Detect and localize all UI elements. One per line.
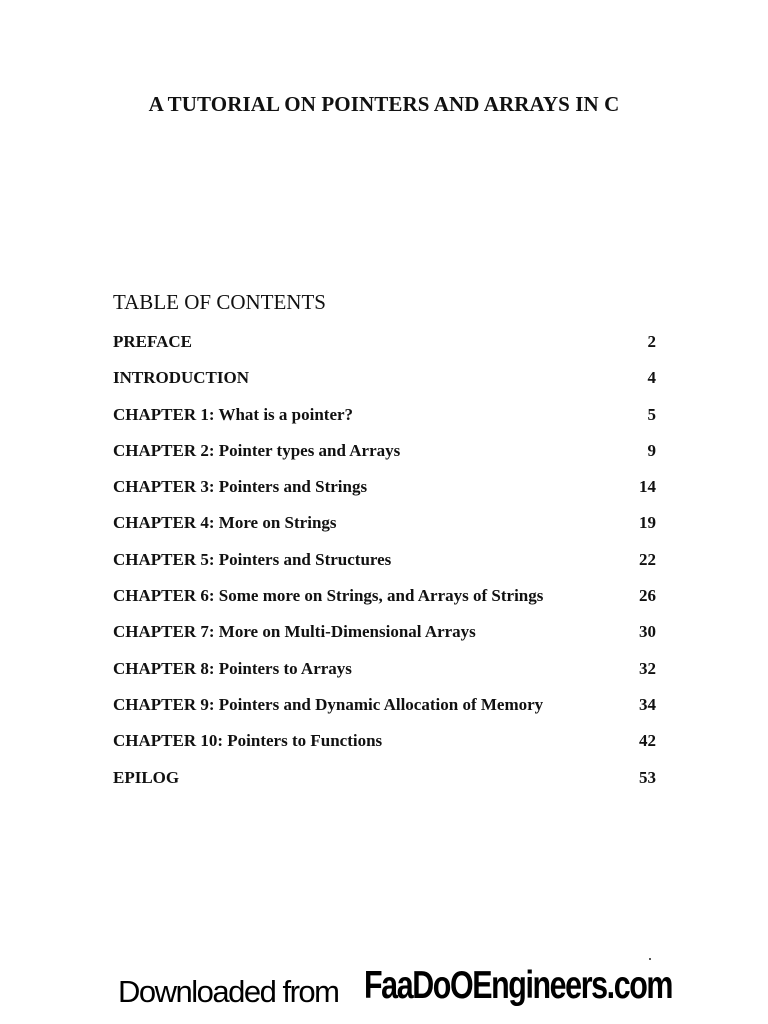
- watermark-brand: FaaDoOEngineers.com: [364, 964, 673, 1007]
- toc-entry-page: 42: [639, 731, 656, 751]
- toc-entry-epilog[interactable]: [113, 766, 656, 802]
- toc-entry-label: CHAPTER 6: Some more on Strings, and Arrays of Strings: [113, 586, 544, 606]
- toc-entry-chapter-10[interactable]: [113, 729, 656, 765]
- toc-entry-chapter-9[interactable]: [113, 693, 656, 729]
- document-title: A TUTORIAL ON POINTERS AND ARRAYS IN C: [148, 92, 620, 116]
- table-of-contents: [113, 330, 656, 802]
- toc-entry-label: CHAPTER 5: Pointers and Structures: [113, 549, 392, 569]
- toc-entry-label: CHAPTER 10: Pointers to Functions: [113, 731, 383, 751]
- toc-heading: TABLE OF CONTENTS: [113, 290, 326, 314]
- toc-entry-chapter-7[interactable]: [113, 620, 656, 656]
- toc-entry-chapter-8[interactable]: [113, 657, 656, 693]
- toc-entry-label: CHAPTER 8: Pointers to Arrays: [113, 658, 352, 678]
- watermark-prefix: Downloaded from: [118, 974, 339, 1009]
- toc-entry-page: 2: [647, 332, 656, 351]
- toc-entry-label: INTRODUCTION: [113, 368, 250, 388]
- toc-entry-label: CHAPTER 2: Pointer types and Arrays: [113, 440, 401, 460]
- toc-entry-chapter-2[interactable]: [113, 439, 656, 475]
- toc-entry-preface[interactable]: [113, 330, 656, 366]
- toc-entry-page: 32: [639, 658, 656, 678]
- toc-entry-page: 22: [639, 549, 656, 569]
- toc-entry-page: 53: [639, 767, 656, 787]
- toc-entry-chapter-3[interactable]: [113, 475, 656, 511]
- toc-entry-page: 4: [647, 368, 656, 388]
- toc-entry-page: 14: [639, 477, 656, 497]
- toc-entry-chapter-6[interactable]: [113, 584, 656, 620]
- toc-entry-label: CHAPTER 3: Pointers and Strings: [113, 477, 368, 497]
- toc-entry-chapter-5[interactable]: [113, 548, 656, 584]
- toc-entry-page: 5: [647, 404, 656, 424]
- toc-entry-page: 34: [639, 694, 656, 714]
- toc-entry-introduction[interactable]: [113, 366, 656, 402]
- toc-entry-page: 9: [647, 440, 656, 460]
- toc-entry-label: CHAPTER 9: Pointers and Dynamic Allocation of Memory: [113, 694, 544, 714]
- toc-entry-page: 26: [639, 586, 656, 606]
- toc-entry-label: PREFACE: [113, 332, 193, 351]
- download-watermark: [118, 958, 673, 1014]
- toc-entry-page: 30: [639, 622, 656, 642]
- toc-entry-chapter-1[interactable]: [113, 403, 656, 439]
- toc-entry-label: CHAPTER 7: More on Multi-Dimensional Arrays: [113, 622, 476, 642]
- toc-entry-page: 19: [639, 513, 656, 533]
- toc-entry-label: EPILOG: [113, 767, 180, 787]
- toc-entry-chapter-4[interactable]: [113, 511, 656, 547]
- toc-entry-label: CHAPTER 4: More on Strings: [113, 513, 337, 533]
- toc-entry-label: CHAPTER 1: What is a pointer?: [113, 404, 354, 424]
